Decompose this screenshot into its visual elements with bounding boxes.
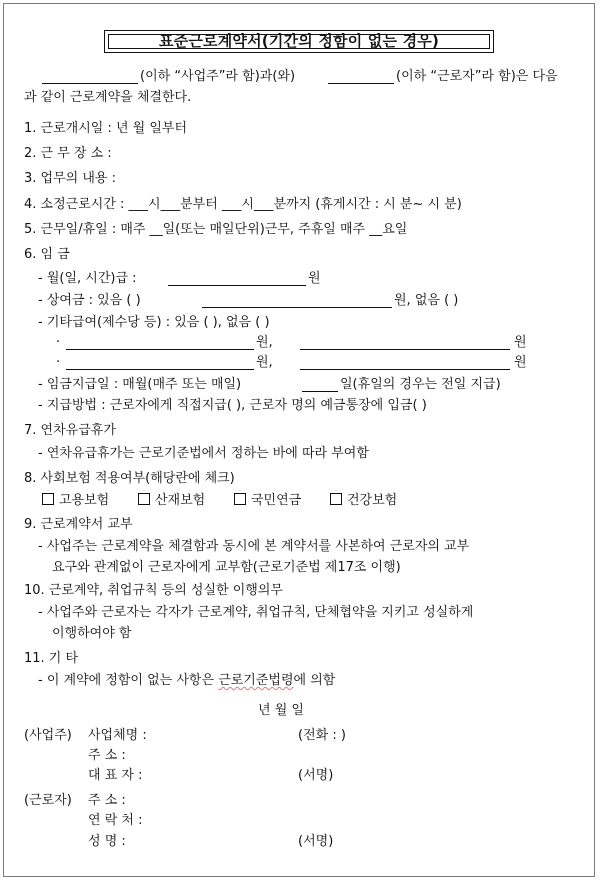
section-7-text: - 연차유급휴가는 근로기준법에서 정하는 바에 따라 부여함: [38, 446, 369, 461]
employer-signature: (서명): [298, 768, 334, 783]
section-4: 4. 소정근로시간 : ___시___분부터 ___시___분까지 (휴게시간 : 시 분~ 시 분): [24, 197, 462, 212]
intro-text-2: (이하 “근로자”라 함)은 다음: [396, 69, 558, 84]
other-pay-bullet-1: ·: [56, 335, 61, 350]
employer-business-name: 사업체명 :: [88, 728, 147, 743]
section-8: 8. 사회보험 적용여부(해당란에 체크): [24, 471, 235, 486]
contract-date: 년 월 일: [258, 703, 304, 718]
worker-tag: (근로자): [24, 793, 72, 808]
section-7: 7. 연차유급휴가: [24, 423, 116, 438]
section-2: 2. 근 무 장 소 :: [24, 146, 112, 161]
insurance-employment: 고용보험: [42, 493, 109, 509]
employer-blank: [42, 83, 138, 84]
other-pay-blank-4: [300, 369, 510, 370]
employer-phone: (전화 : ): [298, 728, 346, 743]
worker-name: 성 명 :: [88, 834, 126, 849]
employer-tag: (사업주): [24, 728, 72, 743]
other-pay-won-1: 원,: [256, 335, 273, 350]
bonus-label: - 상여금 : 있음 ( ): [38, 293, 141, 308]
pay-method: - 지급방법 : 근로자에게 직접지급( ), 근로자 명의 예금통장에 입금( ): [38, 398, 427, 413]
other-pay-blank-3: [66, 369, 254, 370]
section-10: 10. 근로계약, 취업규칙 등의 성실한 이행의무: [24, 583, 283, 598]
health-checkbox[interactable]: [330, 493, 342, 505]
section-11-line-1: - 이 계약에 정함이 없는 사항은 근로기준법령에 의함: [38, 673, 336, 688]
industrial-checkbox[interactable]: [138, 493, 150, 505]
other-pay-bullet-2: ·: [56, 355, 61, 370]
insurance-industrial: 산재보험: [138, 493, 205, 509]
section-5: 5. 근무일/휴일 : 매주 __일(또는 매일단위)근무, 주휴일 매주 __요일: [24, 222, 408, 237]
other-pay-won-2: 원: [514, 335, 527, 350]
other-pay-won-4: 원: [514, 355, 527, 370]
wage-monthly-blank: [168, 285, 306, 286]
pay-day-tail: 일(휴일의 경우는 전일 지급): [340, 377, 501, 392]
intro-text-1: (이하 “사업주”라 함)과(와): [140, 69, 296, 84]
section-9: 9. 근로계약서 교부: [24, 517, 133, 532]
section-3: 3. 업무의 내용 :: [24, 171, 116, 186]
employment-checkbox[interactable]: [42, 493, 54, 505]
pay-day-blank: [302, 391, 338, 392]
other-pay-blank-1: [66, 349, 254, 350]
insurance-health: 건강보험: [330, 493, 397, 509]
section-1: 1. 근로개시일 : 년 월 일부터: [24, 121, 188, 136]
employer-representative: 대 표 자 :: [88, 768, 143, 783]
section-10-line-1: - 사업주와 근로자는 각자가 근로계약, 취업규칙, 단체협약을 지키고 성실하게: [38, 605, 474, 620]
worker-blank: [328, 83, 394, 84]
bonus-blank: [202, 307, 392, 308]
other-pay-label: - 기타급여(제수당 등) : 있음 ( ), 없음 ( ): [38, 315, 270, 330]
bonus-won: 원, 없음 ( ): [394, 293, 459, 308]
worker-address: 주 소 :: [88, 793, 126, 808]
other-pay-blank-2: [300, 349, 510, 350]
insurance-pension: 국민연금: [234, 493, 301, 509]
section-10-line-2: 이행하여야 함: [52, 626, 132, 641]
other-pay-won-3: 원,: [256, 355, 273, 370]
section-9-line-1: - 사업주는 근로계약을 체결함과 동시에 본 계약서를 사본하여 근로자의 교부: [38, 539, 470, 554]
wage-won: 원: [308, 271, 321, 286]
wage-monthly-label: - 월(일, 시간)급 :: [38, 271, 137, 286]
pension-checkbox[interactable]: [234, 493, 246, 505]
section-6: 6. 임 금: [24, 247, 70, 262]
worker-signature: (서명): [298, 834, 334, 849]
worker-contact: 연 락 처 :: [88, 813, 143, 828]
section-9-line-2: 요구와 관계없이 근로자에게 교부함(근로기준법 제17조 이행): [52, 560, 401, 575]
employer-address: 주 소 :: [88, 748, 126, 763]
intro-text-3: 과 같이 근로계약을 체결한다.: [24, 90, 192, 105]
section-11: 11. 기 타: [24, 651, 79, 666]
pay-day-label: - 임금지급일 : 매월(매주 또는 매일): [38, 377, 242, 392]
labor-law-term: 근로기준법령: [218, 673, 294, 688]
document-title: 표준근로계약서(기간의 정함이 없는 경우): [158, 32, 440, 50]
